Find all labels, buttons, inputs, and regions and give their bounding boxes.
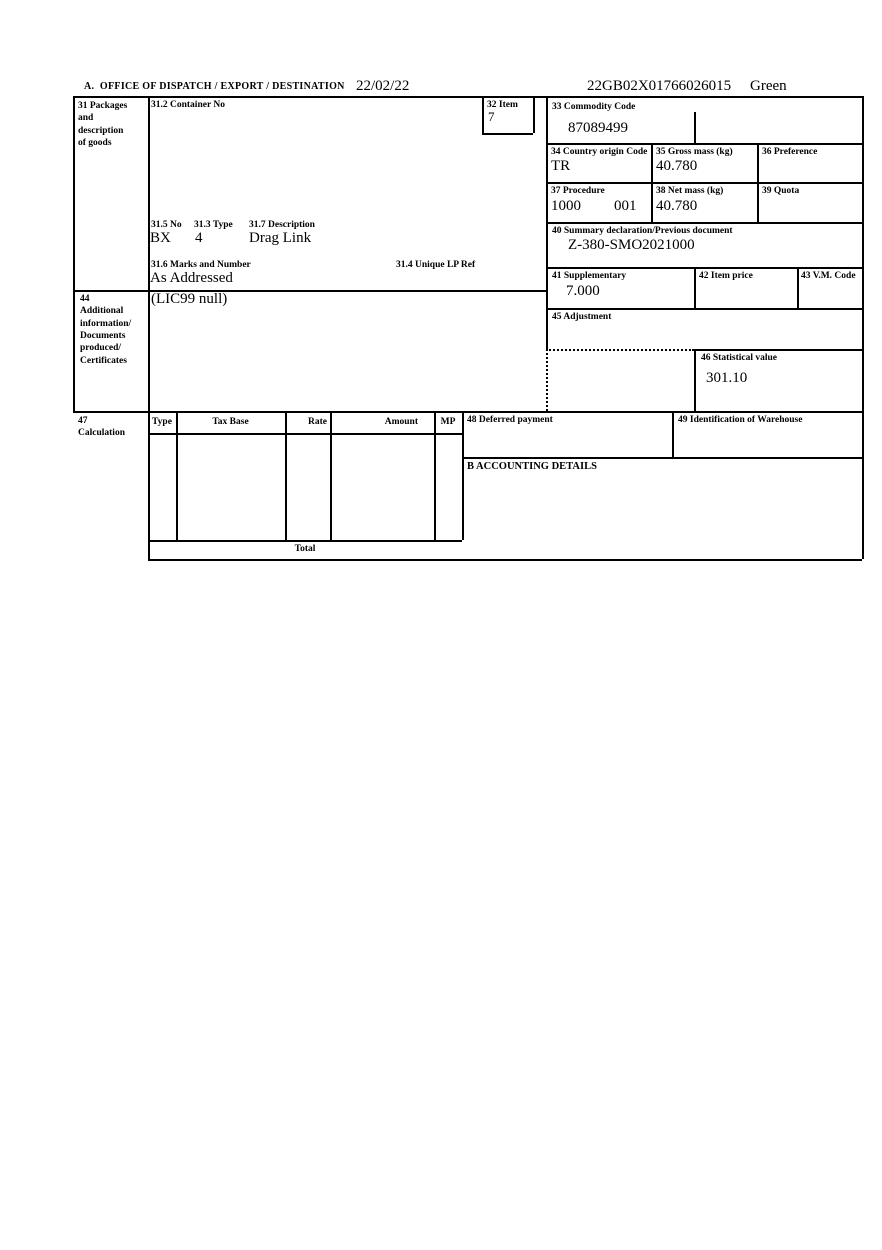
commodity-code-value: 87089499	[568, 120, 628, 136]
form-line	[694, 267, 696, 308]
form-line	[148, 96, 150, 559]
form-line	[694, 349, 862, 351]
additional-information-value: (LIC99 null)	[151, 291, 228, 307]
statistical-value-value: 301.10	[706, 370, 748, 386]
identification-warehouse-label: 49 Identification of Warehouse	[678, 415, 803, 425]
dotted-line	[546, 349, 548, 411]
item-price-label: 42 Item price	[699, 271, 753, 281]
declaration-reference: 22GB02X01766026015	[587, 78, 732, 94]
form-line	[148, 559, 862, 561]
package-description-value: Drag Link	[249, 230, 312, 246]
form-line	[546, 96, 548, 349]
form-line	[482, 133, 533, 135]
gross-mass-label: 35 Gross mass (kg)	[656, 147, 733, 157]
summary-declaration-value: Z-380-SMO2021000	[568, 237, 695, 253]
routing-status: Green	[750, 78, 787, 94]
form-line	[694, 112, 696, 143]
office-of-dispatch-title: A. OFFICE OF DISPATCH / EXPORT / DESTINATION	[84, 81, 345, 92]
form-line	[73, 96, 75, 411]
form-line	[482, 96, 484, 133]
package-no-value: BX	[150, 230, 171, 246]
box31-label: 31 Packages and description of goods	[78, 101, 128, 149]
package-description-label: 31.7 Description	[249, 220, 315, 230]
form-line	[546, 143, 862, 145]
adjustment-label: 45 Adjustment	[552, 312, 612, 322]
calc-col-mp: MP	[440, 417, 456, 427]
commodity-code-label: 33 Commodity Code	[552, 102, 636, 112]
form-line	[73, 96, 862, 98]
form-line	[462, 411, 464, 540]
dotted-line	[546, 349, 694, 351]
form-line	[694, 349, 696, 411]
procedure-value-1: 1000	[551, 198, 581, 214]
item-number-label: 32 Item	[487, 100, 518, 110]
country-origin-label: 34 Country origin Code	[551, 147, 648, 157]
statistical-value-label: 46 Statistical value	[701, 353, 777, 363]
calc-col-amount: Amount	[384, 417, 418, 427]
form-line	[148, 433, 462, 435]
form-line	[73, 290, 546, 292]
form-line	[546, 182, 862, 184]
form-line	[757, 143, 759, 222]
vm-code-label: 43 V.M. Code	[801, 271, 856, 281]
supplementary-label: 41 Supplementary	[552, 271, 627, 281]
declaration-date: 22/02/22	[356, 78, 410, 94]
calc-col-type: Type	[152, 417, 172, 427]
form-line	[672, 411, 674, 457]
preference-label: 36 Preference	[762, 147, 818, 157]
container-no-label: 31.2 Container No	[151, 100, 225, 110]
form-line	[651, 143, 653, 222]
package-type-label: 31.3 Type	[194, 220, 233, 230]
net-mass-label: 38 Net mass (kg)	[656, 186, 724, 196]
box44-label: 44 Additional information/ Documents produced/ Certificates	[80, 294, 132, 366]
form-line	[546, 308, 862, 310]
marks-and-number-value: As Addressed	[150, 270, 233, 286]
accounting-details-label: B ACCOUNTING DETAILS	[467, 461, 597, 472]
marks-and-number-label: 31.6 Marks and Number	[151, 260, 251, 270]
form-line	[546, 267, 862, 269]
package-no-label: 31.5 No	[151, 220, 182, 230]
calc-total-label: Total	[294, 544, 316, 554]
calc-col-tax-base: Tax Base	[212, 417, 249, 427]
supplementary-value: 7.000	[566, 283, 600, 299]
form-line	[533, 96, 535, 133]
item-number-value: 7	[488, 109, 495, 124]
summary-declaration-label: 40 Summary declaration/Previous document	[552, 226, 733, 236]
quota-label: 39 Quota	[762, 186, 800, 196]
form-line	[862, 96, 864, 559]
gross-mass-value: 40.780	[656, 158, 698, 174]
form-line	[546, 222, 862, 224]
country-origin-value: TR	[551, 158, 571, 174]
package-type-value: 4	[195, 230, 203, 246]
form-line	[797, 267, 799, 308]
deferred-payment-label: 48 Deferred payment	[467, 415, 553, 425]
calc-col-rate: Rate	[308, 417, 327, 427]
box47-label: 47 Calculation	[78, 416, 125, 439]
net-mass-value: 40.780	[656, 198, 698, 214]
procedure-label: 37 Procedure	[551, 186, 605, 196]
procedure-value-2: 001	[614, 198, 637, 214]
unique-lp-ref-label: 31.4 Unique LP Ref	[396, 260, 476, 270]
form-line	[462, 457, 862, 459]
